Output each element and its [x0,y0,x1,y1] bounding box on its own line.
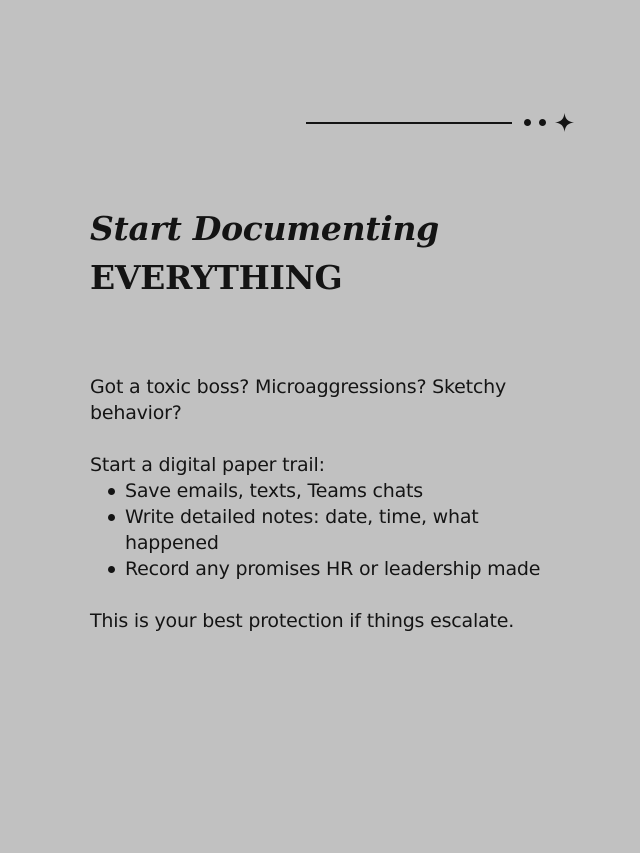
list-item: Record any promises HR or leadership made [108,556,560,582]
title-line-2: EVERYTHING [90,258,343,297]
closing-paragraph: This is your best protection if things escalate. [90,610,515,632]
dot-icon [524,119,531,126]
header-decoration [306,114,576,132]
lead-paragraph: Start a digital paper trail: [90,454,325,476]
bullet-list [90,478,560,582]
list-item: Write detailed notes: date, time, what happened [108,504,560,556]
sparkle-icon [555,113,574,132]
title-line-1: Start Documenting [90,209,439,248]
intro-paragraph: Got a toxic boss? Microaggressions? Sketchy behavior? [90,376,507,424]
divider-line [306,122,512,124]
body-content [90,374,560,634]
dot-icon [539,119,546,126]
list-item: Save emails, texts, Teams chats [108,478,560,504]
page-title [90,204,439,302]
